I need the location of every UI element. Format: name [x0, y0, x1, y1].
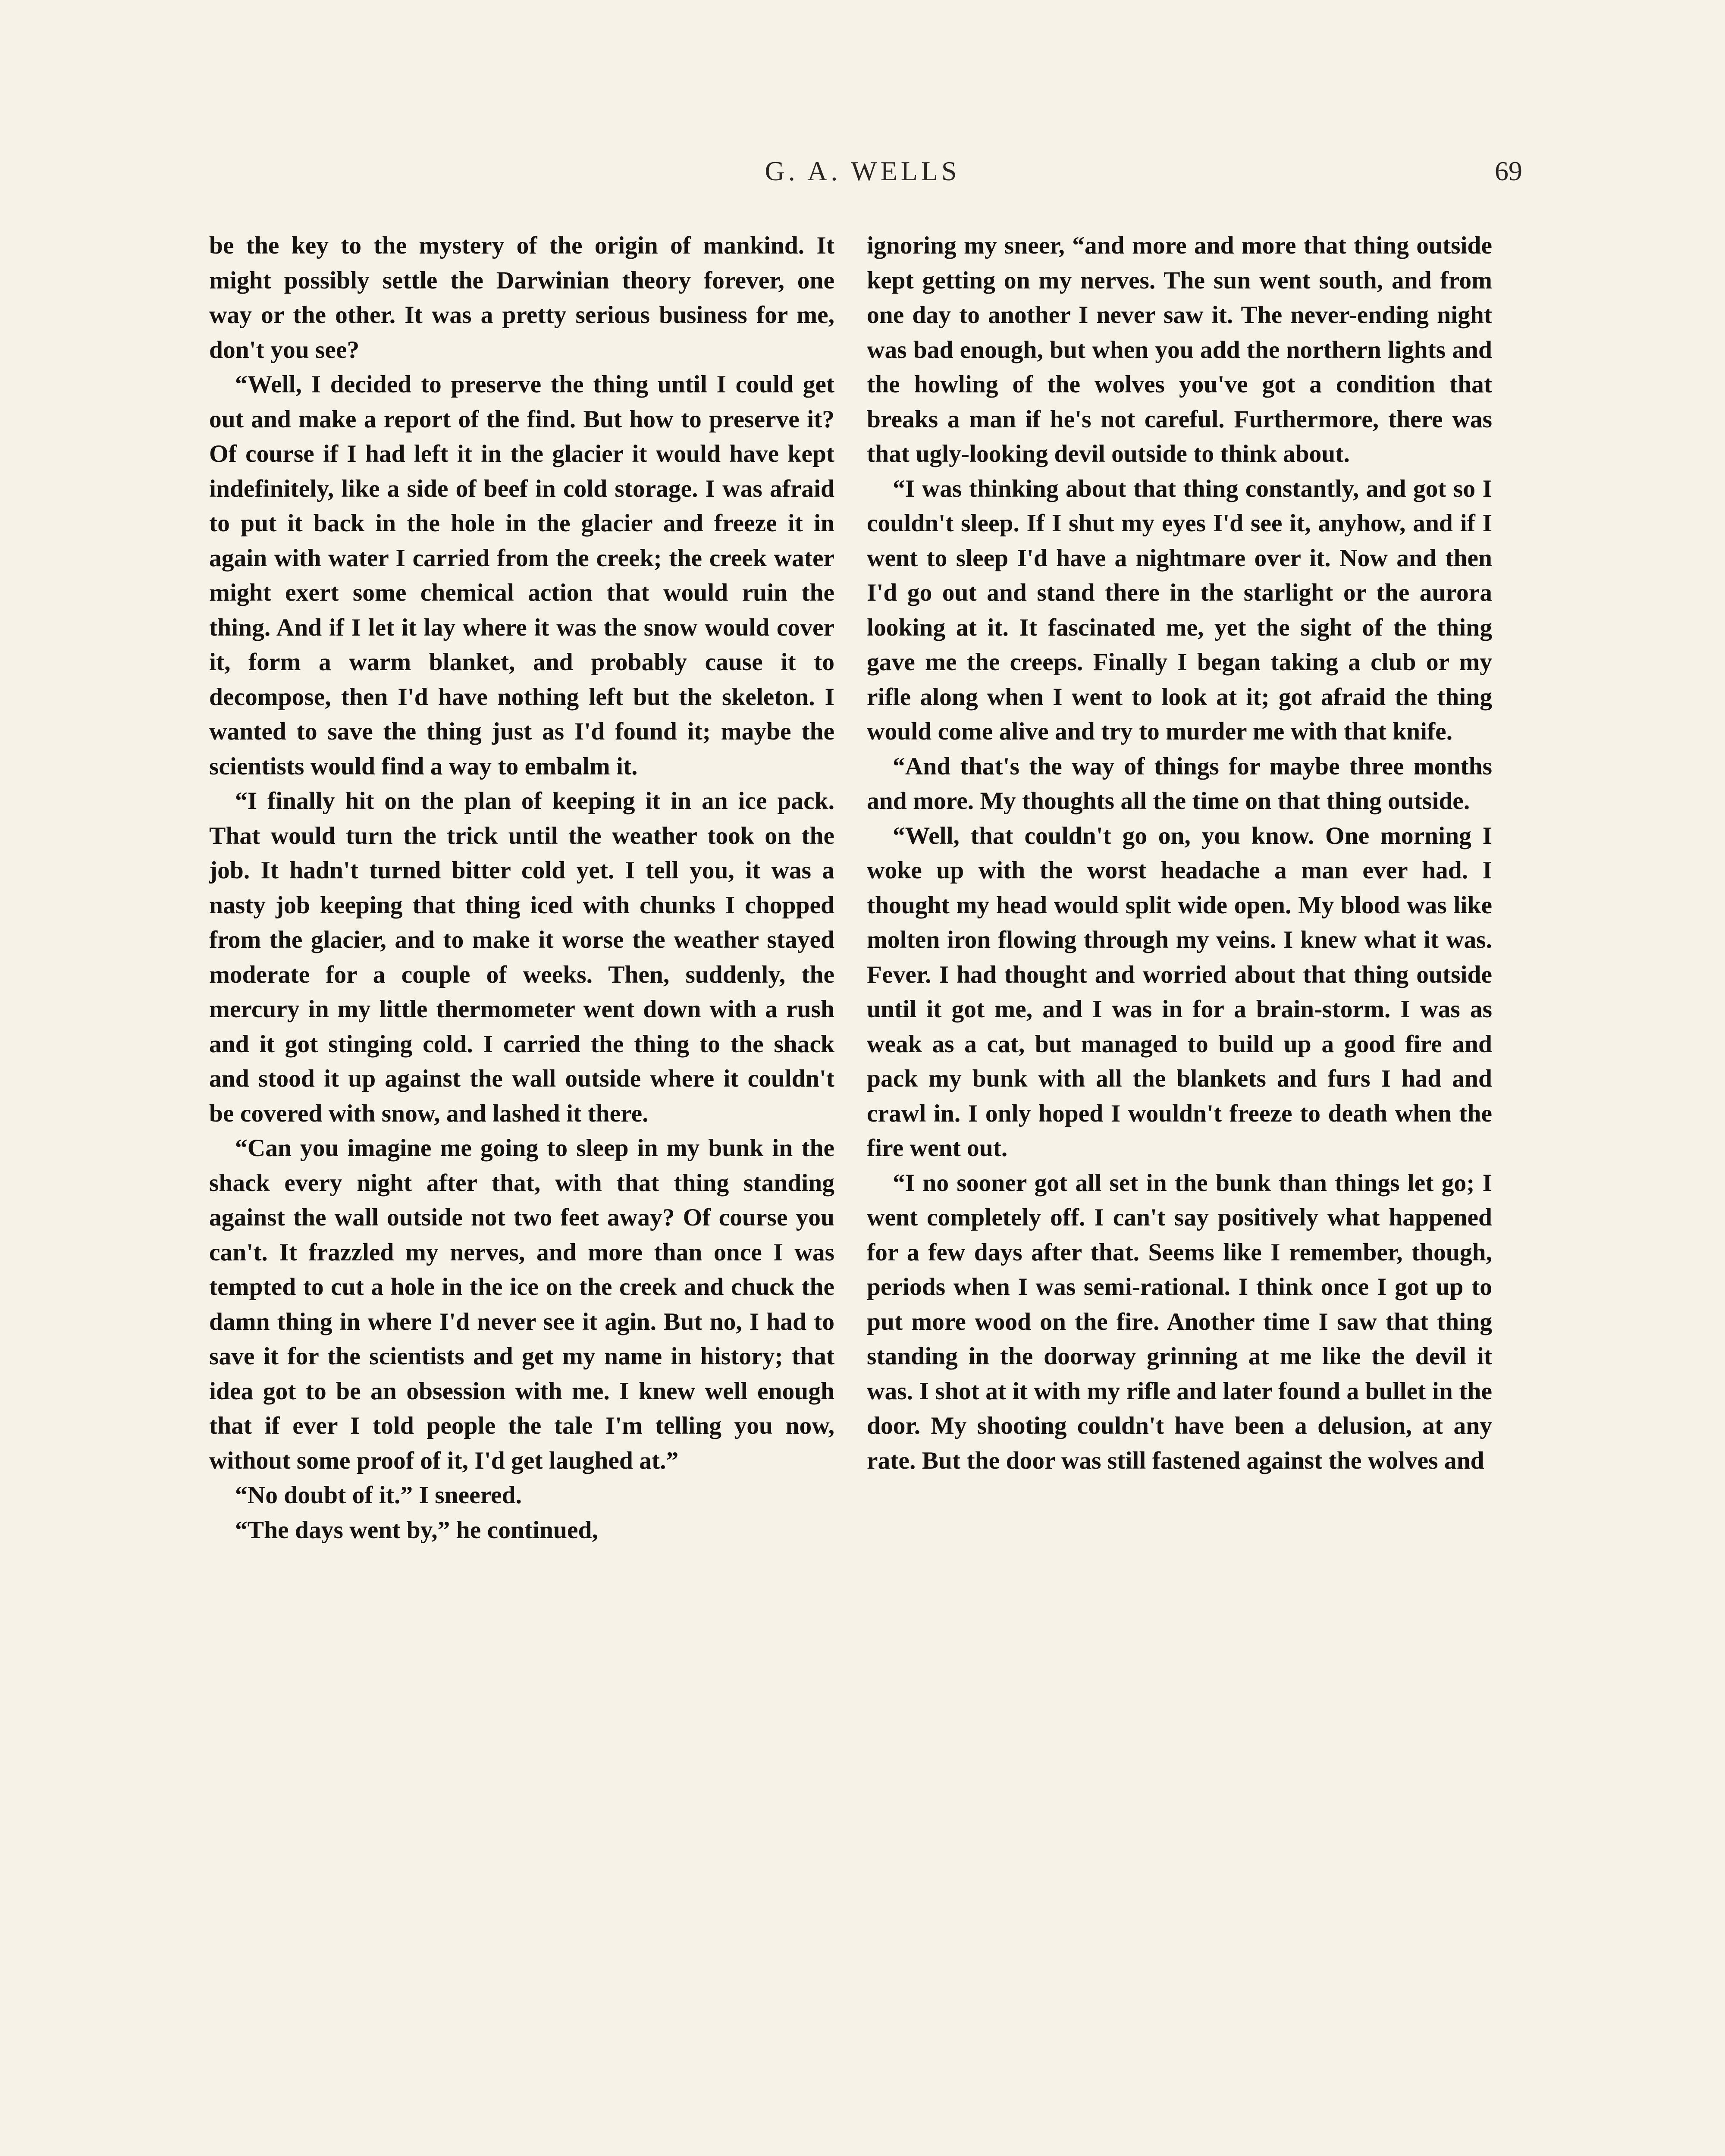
paragraph: “No doubt of it.” I sneered.: [235, 1482, 522, 1509]
running-head: [203, 155, 1522, 194]
paragraph: “I no sooner got all set in the bunk than things let go; I went completely off. I can't say positively what happened for a few days after that. Seems like I remember, though, periods when I was semi-rational. I think once I got up to put more wood on the fire. Another time I saw that thing standing in the doorway grinning at me like the devil it was. I shot at it with my rifle and later found a bullet in the door. My shooting couldn't have been a delusion, at any rate. But the door was still fastened against the wolves and: [867, 1169, 1492, 1474]
paragraph: “Well, that couldn't go on, you know. One morning I woke up with the worst headache a man ever had. I thought my head would split wide open. My blood was like molten iron flowing through my veins. I knew what it was. Fever. I had thought and worried about that thing outside until it got me, and I was in for a brain-storm. I was as weak as a cat, but managed to build up a good fire and pack my bunk with all the blankets and furs I had and crawl in. I only hoped I wouldn't freeze to death when the fire went out.: [867, 822, 1492, 1162]
right-text-column: [867, 229, 1492, 1478]
paragraph: “Well, I decided to preserve the thing until I could get out and make a report of the find. But how to preserve it? Of course if I had left it in the glacier it would have kept indefinitely, like a side of beef in cold storage. I was afraid to put it back in the hole in the glacier and freeze it in again with water I carried from the creek; the creek water might exert some chemical action that would ruin the thing. And if I let it lay where it was the snow would cover it, form a warm blanket, and probably cause it to decompose, then I'd have nothing left but the skeleton. I wanted to save the thing just as I'd found it; maybe the scientists would find a way to embalm it.: [209, 371, 834, 780]
page-number: 69: [1495, 156, 1522, 186]
paragraph: “I finally hit on the plan of keeping it in an ice pack. That would turn the trick until the weather took on the job. It hadn't turned bitter cold yet. I tell you, it was a nasty job keeping that thing iced with chunks I chopped from the glacier, and to make it worse the weather stayed moderate for a couple of weeks. Then, suddenly, the mercury in my little thermometer went down with a rush and it got stinging cold. I carried the thing to the shack and stood it up against the wall outside where it couldn't be covered with snow, and lashed it there.: [209, 787, 834, 1127]
paragraph: “And that's the way of things for maybe three months and more. My thoughts all the time on that thing outside.: [867, 752, 1492, 815]
paragraph: “Can you imagine me going to sleep in my bunk in the shack every night after that, with that thing standing against the wall outside not two feet away? Of course you can't. It frazzled my nerves, and more than once I was tempted to cut a hole in the ice on the creek and chuck the damn thing in where I'd never see it agin. But no, I had to save it for the scientists and get my name in history; that idea got to be an obsession with me. I knew well enough that if ever I told people the tale I'm telling you now, without some proof of it, I'd get laughed at.”: [209, 1134, 834, 1474]
left-text-column: [209, 229, 834, 1548]
paragraph: be the key to the mystery of the origin of mankind. It might possibly settle the Darwinian theory forever, one way or the other. It was a pretty serious business for me, don't you see?: [209, 232, 834, 364]
paragraph: ignoring my sneer, “and more and more that thing outside kept getting on my nerves. The sun went south, and from one day to another I never saw it. The never-ending night was bad enough, but when you add the northern lights and the howling of the wolves you've got a condition that breaks a man if he's not careful. Furthermore, there was that ugly-looking devil outside to think about.: [867, 232, 1492, 467]
running-head-title: G. A. WELLS: [765, 156, 960, 186]
paragraph: “The days went by,” he continued,: [235, 1516, 598, 1544]
paragraph: “I was thinking about that thing constantly, and got so I couldn't sleep. If I shut my eyes I'd see it, anyhow, and if I went to sleep I'd have a nightmare over it. Now and then I'd go out and stand there in the starlight or the aurora looking at it. It fascinated me, yet the sight of the thing gave me the creeps. Finally I began taking a club or my rifle along when I went to look at it; got afraid the thing would come alive and try to murder me with that knife.: [867, 475, 1492, 745]
